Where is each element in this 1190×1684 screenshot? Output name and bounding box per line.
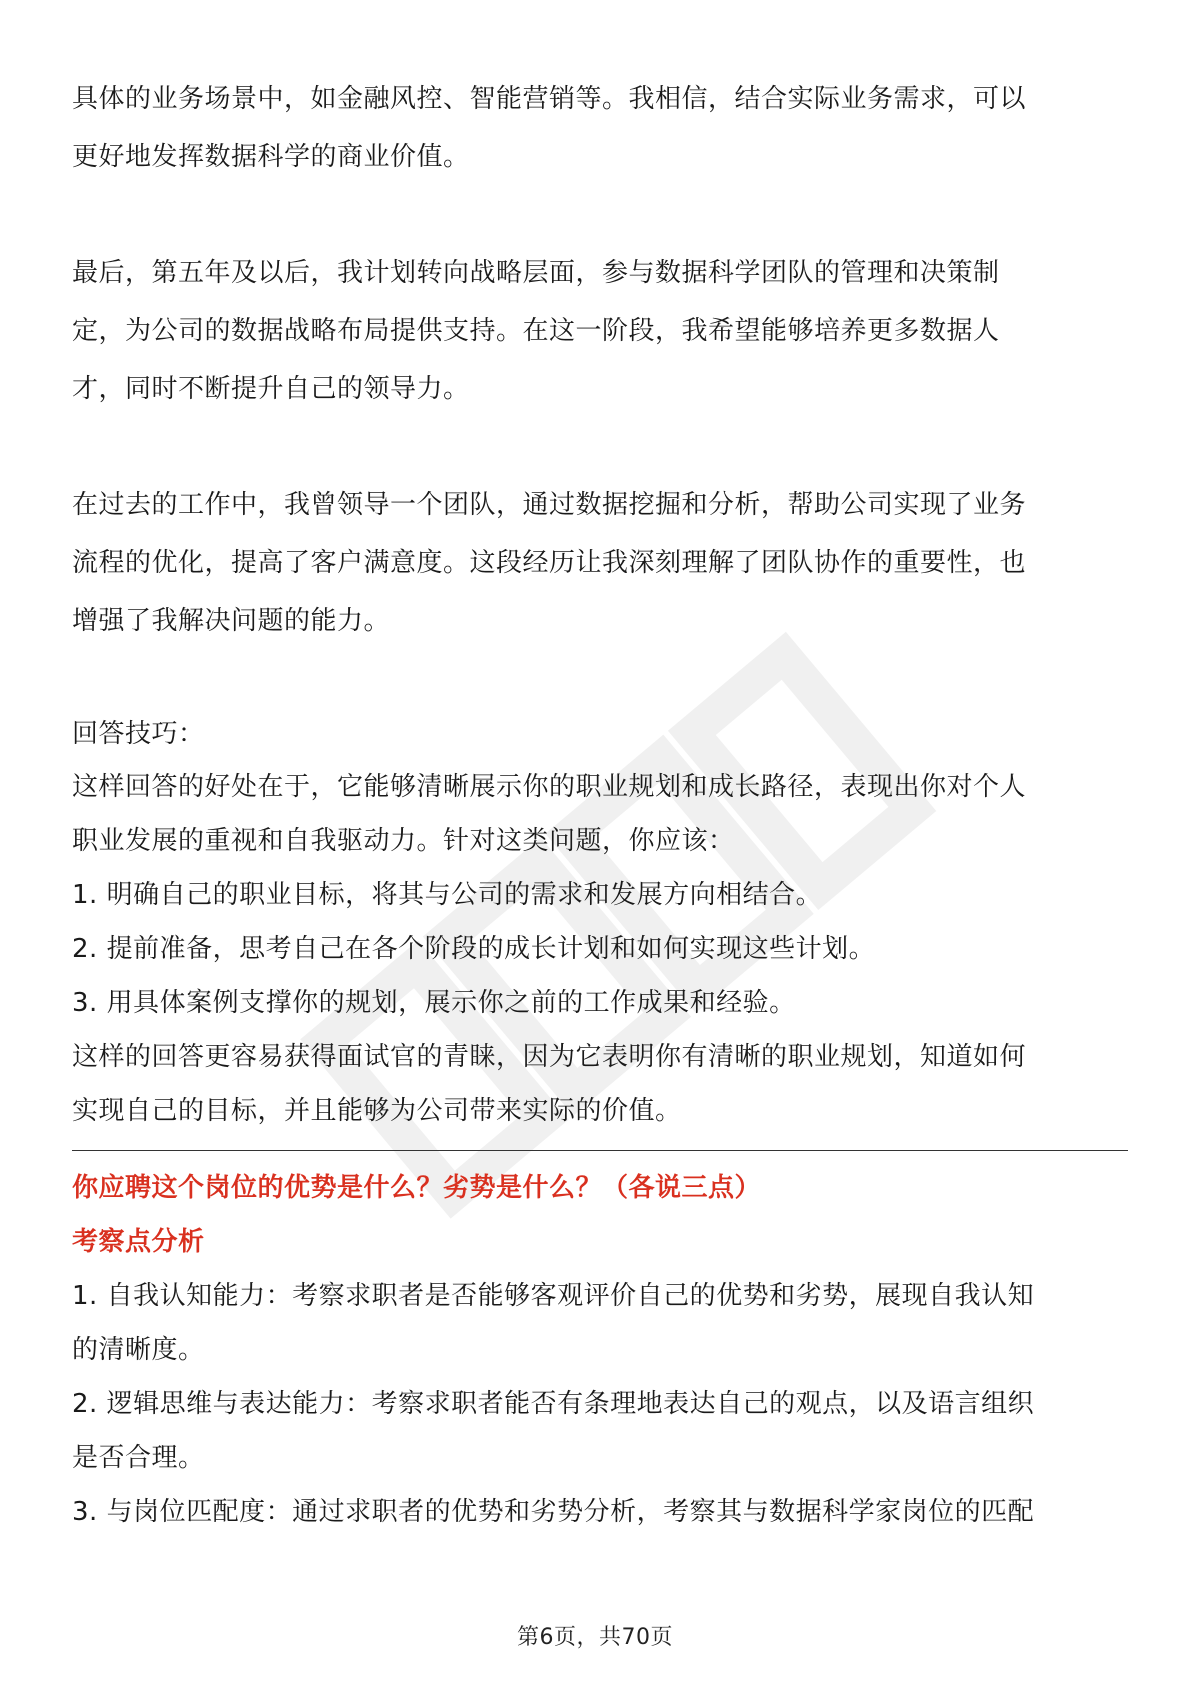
tips-heading: 回答技巧： bbox=[72, 719, 205, 749]
text-line: 才，同时不断提升自己的领导力。 bbox=[72, 374, 470, 404]
text-line: 定，为公司的数据战略布局提供支持。在这一阶段，我希望能够培养更多数据人 bbox=[72, 316, 1000, 346]
text-line: 这样回答的好处在于，它能够清晰展示你的职业规划和成长路径，表现出你对个人 bbox=[72, 772, 1027, 802]
analysis-point-cont: 的清晰度。 bbox=[72, 1335, 205, 1365]
tip-item-1: 1. 明确自己的职业目标，将其与公司的需求和发展方向相结合。 bbox=[72, 880, 823, 910]
text-line: 流程的优化，提高了客户满意度。这段经历让我深刻理解了团队协作的重要性，也 bbox=[72, 548, 1027, 578]
analysis-heading: 考察点分析 bbox=[72, 1227, 205, 1257]
text-line: 最后，第五年及以后，我计划转向战略层面，参与数据科学团队的管理和决策制 bbox=[72, 258, 1000, 288]
answer-tips-section bbox=[72, 708, 1128, 1138]
analysis-point: 1. 自我认知能力：考察求职者是否能够客观评价自己的优势和劣势，展现自我认知 bbox=[72, 1281, 1035, 1311]
tip-item-2: 2. 提前准备，思考自己在各个阶段的成长计划和如何实现这些计划。 bbox=[72, 934, 876, 964]
paragraph-business-value bbox=[72, 70, 1128, 186]
analysis-point-cont: 是否合理。 bbox=[72, 1443, 205, 1473]
paragraph-past-experience bbox=[72, 476, 1128, 650]
text-line: 职业发展的重视和自我驱动力。针对这类问题，你应该： bbox=[72, 826, 735, 856]
section-divider bbox=[72, 1150, 1128, 1151]
text-line: 这样的回答更容易获得面试官的青睐，因为它表明你有清晰的职业规划，知道如何 bbox=[72, 1042, 1027, 1072]
text-line: 实现自己的目标，并且能够为公司带来实际的价值。 bbox=[72, 1096, 682, 1126]
page-number: 第6页，共70页 bbox=[517, 1625, 673, 1650]
text-line: 更好地发挥数据科学的商业价值。 bbox=[72, 142, 470, 172]
analysis-point: 2. 逻辑思维与表达能力：考察求职者能否有条理地表达自己的观点，以及语言组织 bbox=[72, 1389, 1035, 1419]
question-section bbox=[72, 1161, 1128, 1539]
analysis-point: 3. 与岗位匹配度：通过求职者的优势和劣势分析，考察其与数据科学家岗位的匹配 bbox=[72, 1497, 1035, 1527]
question-title: 你应聘这个岗位的优势是什么？劣势是什么？（各说三点） bbox=[72, 1173, 762, 1203]
text-line: 增强了我解决问题的能力。 bbox=[72, 606, 391, 636]
document-body bbox=[72, 70, 1128, 1539]
text-line: 具体的业务场景中，如金融风控、智能营销等。我相信，结合实际业务需求，可以 bbox=[72, 84, 1027, 114]
tip-item-3: 3. 用具体案例支撑你的规划，展示你之前的工作成果和经验。 bbox=[72, 988, 796, 1018]
text-line: 在过去的工作中，我曾领导一个团队，通过数据挖掘和分析，帮助公司实现了业务 bbox=[72, 490, 1027, 520]
paragraph-strategy-plan bbox=[72, 244, 1128, 418]
